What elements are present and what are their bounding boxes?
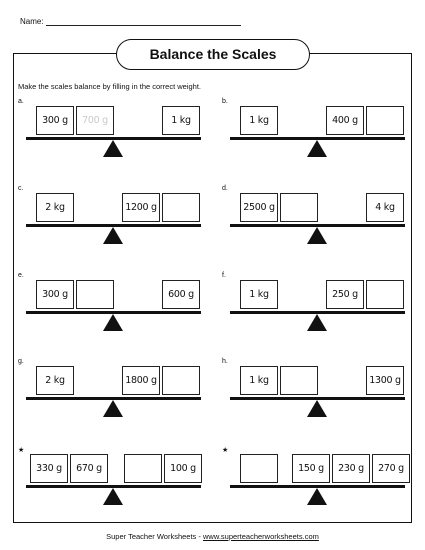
weight-box: 2 kg	[36, 366, 74, 395]
worksheet-title: Balance the Scales	[116, 39, 310, 70]
answer-box[interactable]	[366, 106, 404, 135]
answer-box[interactable]	[280, 366, 318, 395]
problem-e	[18, 272, 203, 342]
weight-box: 1300 g	[366, 366, 404, 395]
problem-label: d.	[222, 185, 228, 192]
fulcrum-triangle	[307, 140, 327, 157]
fulcrum-triangle	[103, 314, 123, 331]
weight-box: 330 g	[30, 454, 68, 483]
weight-box: 100 g	[164, 454, 202, 483]
weight-box: 1800 g	[122, 366, 160, 395]
problem-h	[222, 358, 407, 428]
fulcrum-triangle	[307, 314, 327, 331]
problem-label: f.	[222, 272, 226, 279]
answer-box[interactable]	[76, 280, 114, 309]
weight-box: 1 kg	[162, 106, 200, 135]
problem-d	[222, 185, 407, 255]
problem-star-1	[18, 446, 203, 516]
fulcrum-triangle	[307, 400, 327, 417]
problem-c	[18, 185, 203, 255]
weight-box: 4 kg	[366, 193, 404, 222]
fulcrum-triangle	[307, 227, 327, 244]
weight-box: 1 kg	[240, 280, 278, 309]
weight-box: 300 g	[36, 106, 74, 135]
weight-box-faded: 700 g	[76, 106, 114, 135]
problem-label: a.	[18, 98, 24, 105]
problem-label: b.	[222, 98, 228, 105]
weight-box: 670 g	[70, 454, 108, 483]
weight-box: 2500 g	[240, 193, 278, 222]
star-icon: ★	[222, 447, 229, 454]
problem-a	[18, 98, 203, 168]
answer-box[interactable]	[162, 193, 200, 222]
weight-box: 2 kg	[36, 193, 74, 222]
answer-box[interactable]	[280, 193, 318, 222]
problem-b	[222, 98, 407, 168]
weight-box: 230 g	[332, 454, 370, 483]
weight-box: 1 kg	[240, 366, 278, 395]
weight-box: 300 g	[36, 280, 74, 309]
weight-box: 1 kg	[240, 106, 278, 135]
weight-box: 600 g	[162, 280, 200, 309]
star-icon: ★	[18, 447, 25, 454]
problem-f	[222, 272, 407, 342]
name-label: Name:	[20, 17, 44, 26]
weight-box: 400 g	[326, 106, 364, 135]
weight-box: 1200 g	[122, 193, 160, 222]
problem-g	[18, 358, 203, 428]
problem-star-2	[222, 446, 407, 516]
weight-box: 150 g	[292, 454, 330, 483]
answer-box[interactable]	[366, 280, 404, 309]
answer-box[interactable]	[162, 366, 200, 395]
weight-box: 250 g	[326, 280, 364, 309]
footer-brand: Super Teacher Worksheets -	[106, 532, 203, 541]
footer	[0, 532, 425, 541]
name-line	[46, 25, 241, 26]
problem-label: c.	[18, 185, 24, 192]
fulcrum-triangle	[103, 140, 123, 157]
answer-box[interactable]	[240, 454, 278, 483]
fulcrum-triangle	[103, 400, 123, 417]
fulcrum-triangle	[307, 488, 327, 505]
weight-box: 270 g	[372, 454, 410, 483]
problem-label: e.	[18, 272, 24, 279]
problem-label: h.	[222, 358, 228, 365]
problem-label: g.	[18, 358, 24, 365]
instructions: Make the scales balance by filling in the correct weight.	[18, 82, 202, 91]
fulcrum-triangle	[103, 227, 123, 244]
answer-box[interactable]	[124, 454, 162, 483]
footer-link[interactable]: www.superteacherworksheets.com	[202, 532, 319, 541]
fulcrum-triangle	[103, 488, 123, 505]
